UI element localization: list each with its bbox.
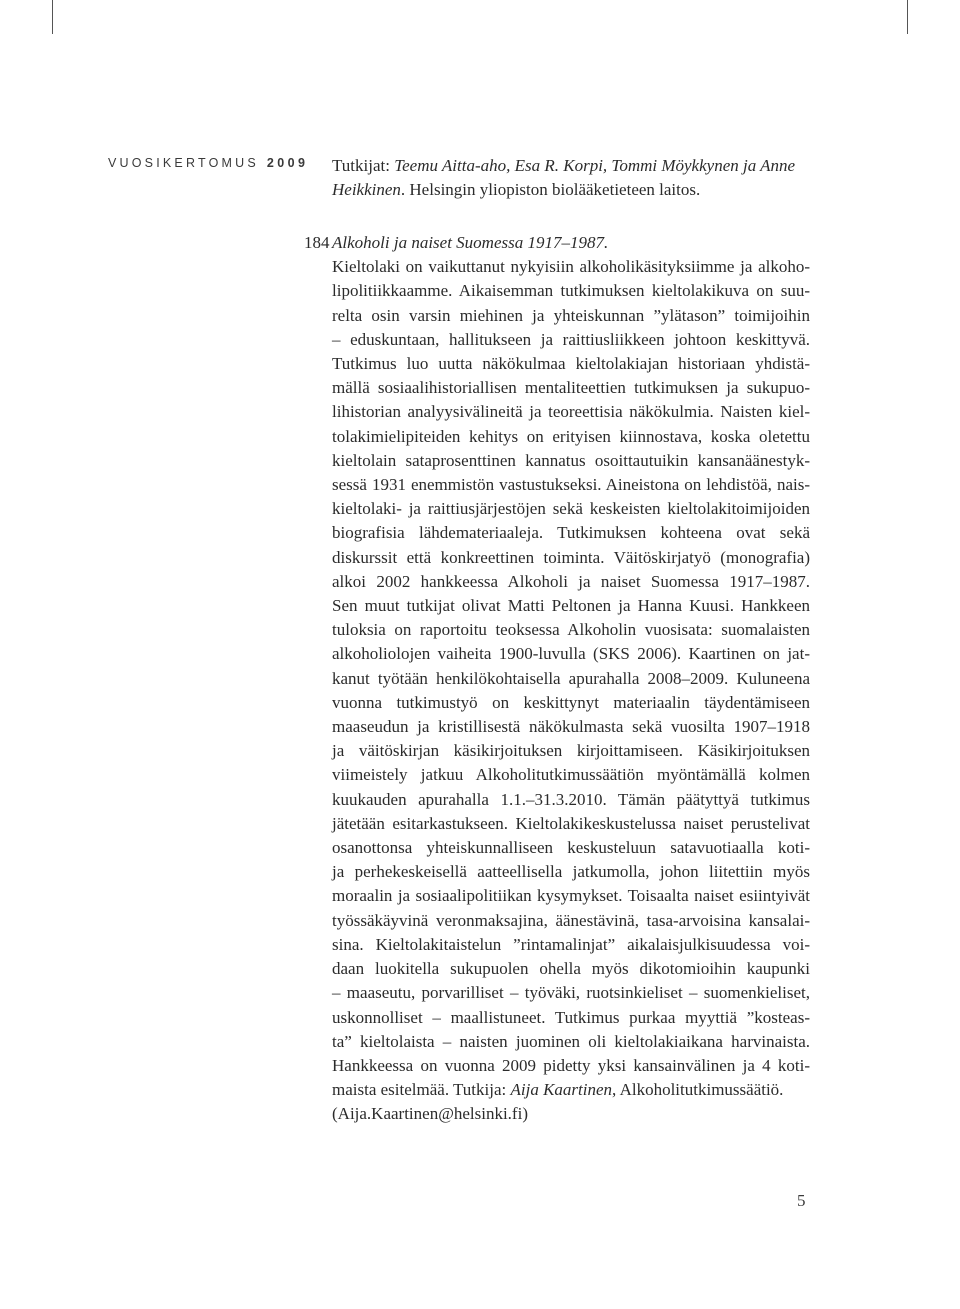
entry-body-line: tuloksia on raportoitu teoksessa Alkoholin vuosisata: suomalaisten xyxy=(332,620,810,640)
entry-body-line: sina. Kieltolakitaistelun ”rintamalinjat” aikalaisjulkisuudessa voi- xyxy=(332,934,810,954)
entry-body-line: kanut työtään henkilökohtaisella apurahalla 2008–2009. Kuluneena xyxy=(332,668,810,688)
entry-body-line: ja perhekeskeisellä aatteellisella jatkumolla, johon liitettiin myös xyxy=(332,862,810,882)
entry-number: 184 xyxy=(304,233,330,252)
entry-body-line: – eduskuntaan, hallitukseen ja raittiusliikkeen johtoon keskittyvä. xyxy=(332,329,810,349)
entry-body-line: biografisia lähdemateriaaleja. Tutkimuksen kohteena ovat sekä xyxy=(332,523,810,543)
entry-body-line: vuonna tutkimustyö on keskittynyt materiaalin täydentämiseen xyxy=(332,692,810,712)
entry-body-line: – maaseutu, porvarilliset – työväki, ruotsinkieliset – suomenkieliset, xyxy=(332,983,810,1003)
running-head-year: 2009 xyxy=(266,156,309,170)
entry-body-line: kieltolain sataprosenttinen kannatus osoittautuikin kansanäänestyk- xyxy=(332,450,810,470)
entry-body-line: mällä sosiaalihistoriallisen mentaliteettien tutkimuksen ja sukupuo- xyxy=(332,378,810,398)
entry-body-line: maaseudun ja kristillisestä näkökulmasta sekä vuosilta 1907–1918 xyxy=(332,717,810,737)
entry-body-line: kieltolaki- ja raittiusjärjestöjen sekä keskeisten kieltolakitoimijoiden xyxy=(332,499,810,519)
entry-body-line: alkoholiolojen vaiheita 1900-luvulla (SKS 2006). Kaartinen on jat- xyxy=(332,644,810,664)
entry-body-line: kuukauden apurahalla 1.1.–31.3.2010. Tämän päätyttyä tutkimus xyxy=(332,789,810,809)
entry-body-line: Kieltolaki on vaikuttanut nykyisiin alkoholikäsityksiimme ja alkoho- xyxy=(332,257,810,277)
entry-body-line: diskurssit että konkreettinen toiminta. Väitöskirjatyö (monografia) xyxy=(332,547,810,567)
running-head xyxy=(108,156,308,170)
entry-last-line-prefix: maista esitelmää. Tutkija: xyxy=(332,1080,511,1100)
entry-body-line: moraalin ja sosiaalipolitiikan kysymykset. Toisaalta naiset esiintyivät xyxy=(332,886,810,906)
researchers-names-2: Heikkinen xyxy=(332,180,401,200)
entry-body-line: Tutkimus luo uutta näkökulmaa kieltolakiajan historiaan yhdistä- xyxy=(332,354,810,374)
crop-mark-left xyxy=(52,0,53,34)
researchers-affiliation: . Helsingin yliopiston biolääketieteen laitos. xyxy=(400,180,701,200)
project-entry xyxy=(304,231,810,1127)
entry-last-line-suffix: , Alkoholitutkimussäätiö. xyxy=(612,1080,784,1100)
entry-body-line: ja väitöskirjan käsikirjoituksen kirjoittamiseen. Käsikirjoituksen xyxy=(332,741,810,761)
crop-mark-right xyxy=(907,0,908,34)
entry-body-line: Sen muut tutkijat olivat Matti Peltonen ja Hanna Kuusi. Hankkeen xyxy=(332,596,810,616)
entry-body-line: tolakimielipiteiden kehitys on erityisen kiinnostava, koska oletettu xyxy=(332,426,810,446)
entry-body xyxy=(332,255,810,1078)
entry-body-line: ta” kieltolaista – naisten juominen oli kieltolakiaikana harvinaista. xyxy=(332,1031,810,1051)
page-number: 5 xyxy=(797,1191,806,1210)
entry-body-line: lipolitiikkaamme. Aikaisemman tutkimuksen kieltolakikuva on suu- xyxy=(332,281,810,301)
entry-researcher: Aija Kaartinen xyxy=(510,1080,613,1100)
entry-body-line: uskonnolliset – maallistuneet. Tutkimus purkaa myyttiä ”kosteas- xyxy=(332,1007,810,1027)
researchers-label: Tutkijat: xyxy=(332,156,390,175)
running-head-title: VUOSIKERTOMUS xyxy=(108,156,259,170)
entry-title: Alkoholi ja naiset Suomessa 1917–1987. xyxy=(332,233,609,252)
entry-body-line: jätetään esitarkastukseen. Kieltolakikeskustelussa naiset perustelivat xyxy=(332,813,810,833)
entry-body-line: Hankkeessa on vuonna 2009 pidetty yksi kansainvälinen ja 4 koti- xyxy=(332,1055,810,1075)
entry-body-line: relta osin varsin miehinen ja yhteiskunnan ”ylätason” toimijoihin xyxy=(332,305,810,325)
entry-body-line: osanottonsa yhteiskunnalliseen keskusteluun satavuotiaalla koti- xyxy=(332,838,810,858)
entry-body-line: sessä 1931 enemmistön vastustukseksi. Aineistona on lehdistöä, nais- xyxy=(332,475,810,495)
researchers-names-1: Teemu Aitta-aho, Esa R. Korpi, Tommi Möykkynen ja Anne xyxy=(394,156,796,175)
entry-body-line: daan luokitella sukupuolen ohella myös dikotomioihin kaupunki xyxy=(332,959,810,979)
entry-body-line: työssäkäyvinä veronmaksajina, äänestävinä, tasa-arvoisina kansalai- xyxy=(332,910,810,930)
entry-body-line: lihistorian analyysivälineitä ja teoreettisia näkökulmia. Naisten kiel- xyxy=(332,402,810,422)
entry-body-line: alkoi 2002 hankkeessa Alkoholi ja naiset Suomessa 1917–1987. xyxy=(332,571,810,591)
entry-body-line: viimeistely jatkuu Alkoholitutkimussäätiön myöntämällä kolmen xyxy=(332,765,810,785)
previous-entry-credits xyxy=(332,154,810,202)
entry-email: (Aija.Kaartinen@helsinki.fi) xyxy=(332,1104,528,1124)
